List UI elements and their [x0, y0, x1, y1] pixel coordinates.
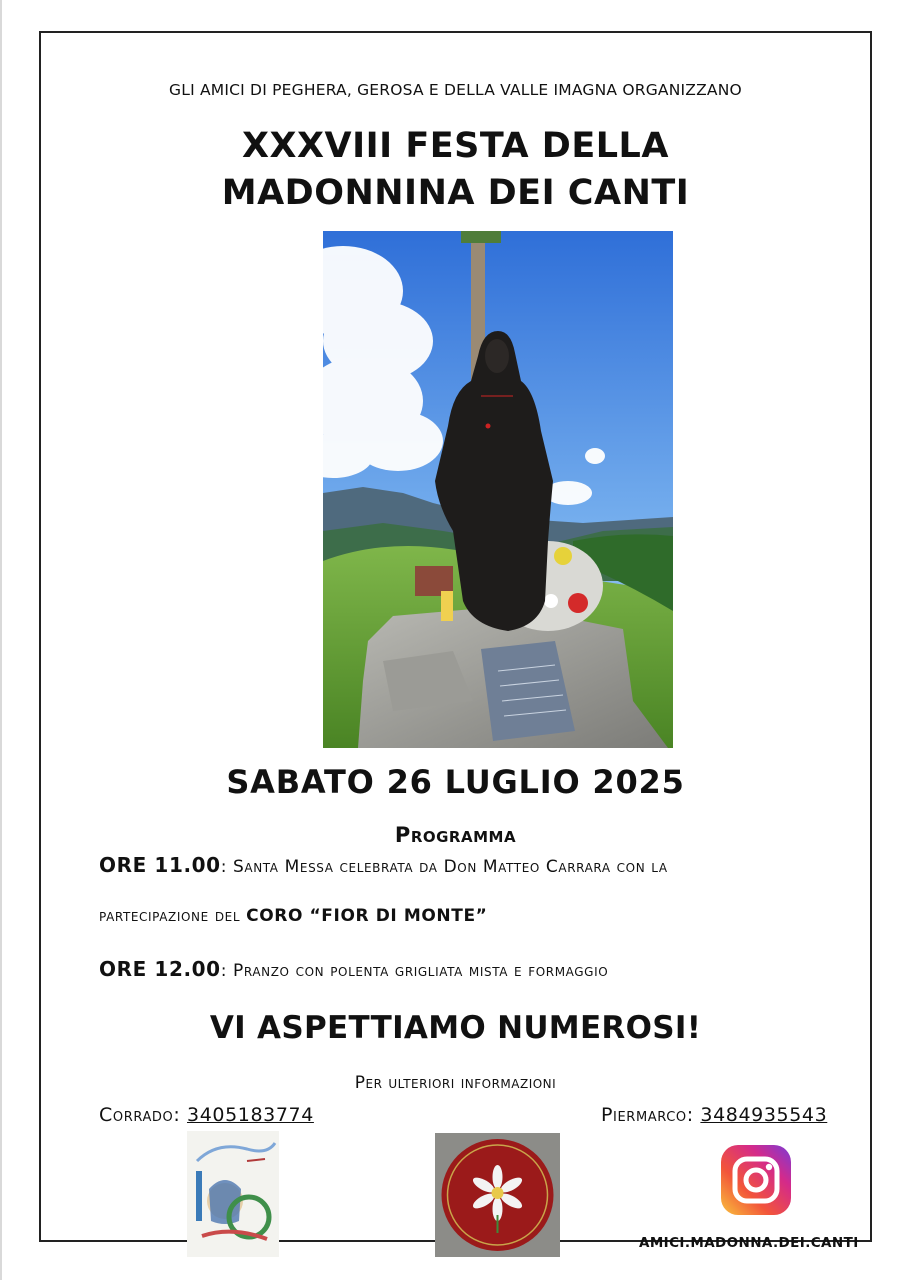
program-item-lunch: [99, 957, 608, 981]
info-label: Per ulteriori informazioni: [354, 1073, 557, 1093]
program-time: ORE 11.00: [99, 853, 221, 877]
instagram-icon[interactable]: [721, 1145, 791, 1215]
coro-fior-di-monte-badge: [435, 1133, 560, 1257]
poster-frame: [39, 31, 872, 1251]
organizers-line: GLI AMICI DI PEGHERA, GEROSA E DELLA VALLE IMAGNA ORGANIZZANO: [169, 81, 742, 99]
event-date: SABATO 26 LUGLIO 2025: [226, 763, 685, 801]
page-edge: [0, 0, 2, 1280]
choir-name: CORO “FIOR DI MONTE”: [246, 906, 488, 926]
program-item-mass: [99, 853, 668, 877]
instagram-handle[interactable]: AMICI.MADONNA.DEI.CANTI: [639, 1235, 859, 1251]
contact-phone[interactable]: 3484935543: [700, 1104, 828, 1126]
program-heading: Programma: [394, 823, 517, 847]
contact-name: Piermarco:: [601, 1104, 701, 1126]
madonna-statue-photo: [323, 231, 673, 748]
event-title: [41, 123, 870, 217]
title-line-2: MADONNINA DEI CANTI: [221, 173, 690, 213]
contact-phone[interactable]: 3405183774: [187, 1104, 314, 1126]
program-text: partecipazione del: [99, 906, 247, 926]
program-item-choir: [99, 906, 487, 926]
program-text: : Pranzo con polenta grigliata mista e formaggio: [220, 961, 609, 981]
contact-corrado: [99, 1104, 314, 1126]
program-time: ORE 12.00: [99, 957, 221, 981]
title-line-1: XXXVIII FESTA DELLA: [242, 126, 669, 166]
program-text: : Santa Messa celebrata da Don Matteo Carrara con la: [220, 857, 668, 877]
closing-call: VI ASPETTIAMO NUMEROSI!: [209, 1010, 702, 1046]
contact-name: Corrado:: [99, 1104, 188, 1126]
anniversary-logo: [187, 1131, 279, 1257]
contact-piermarco: [601, 1104, 827, 1126]
